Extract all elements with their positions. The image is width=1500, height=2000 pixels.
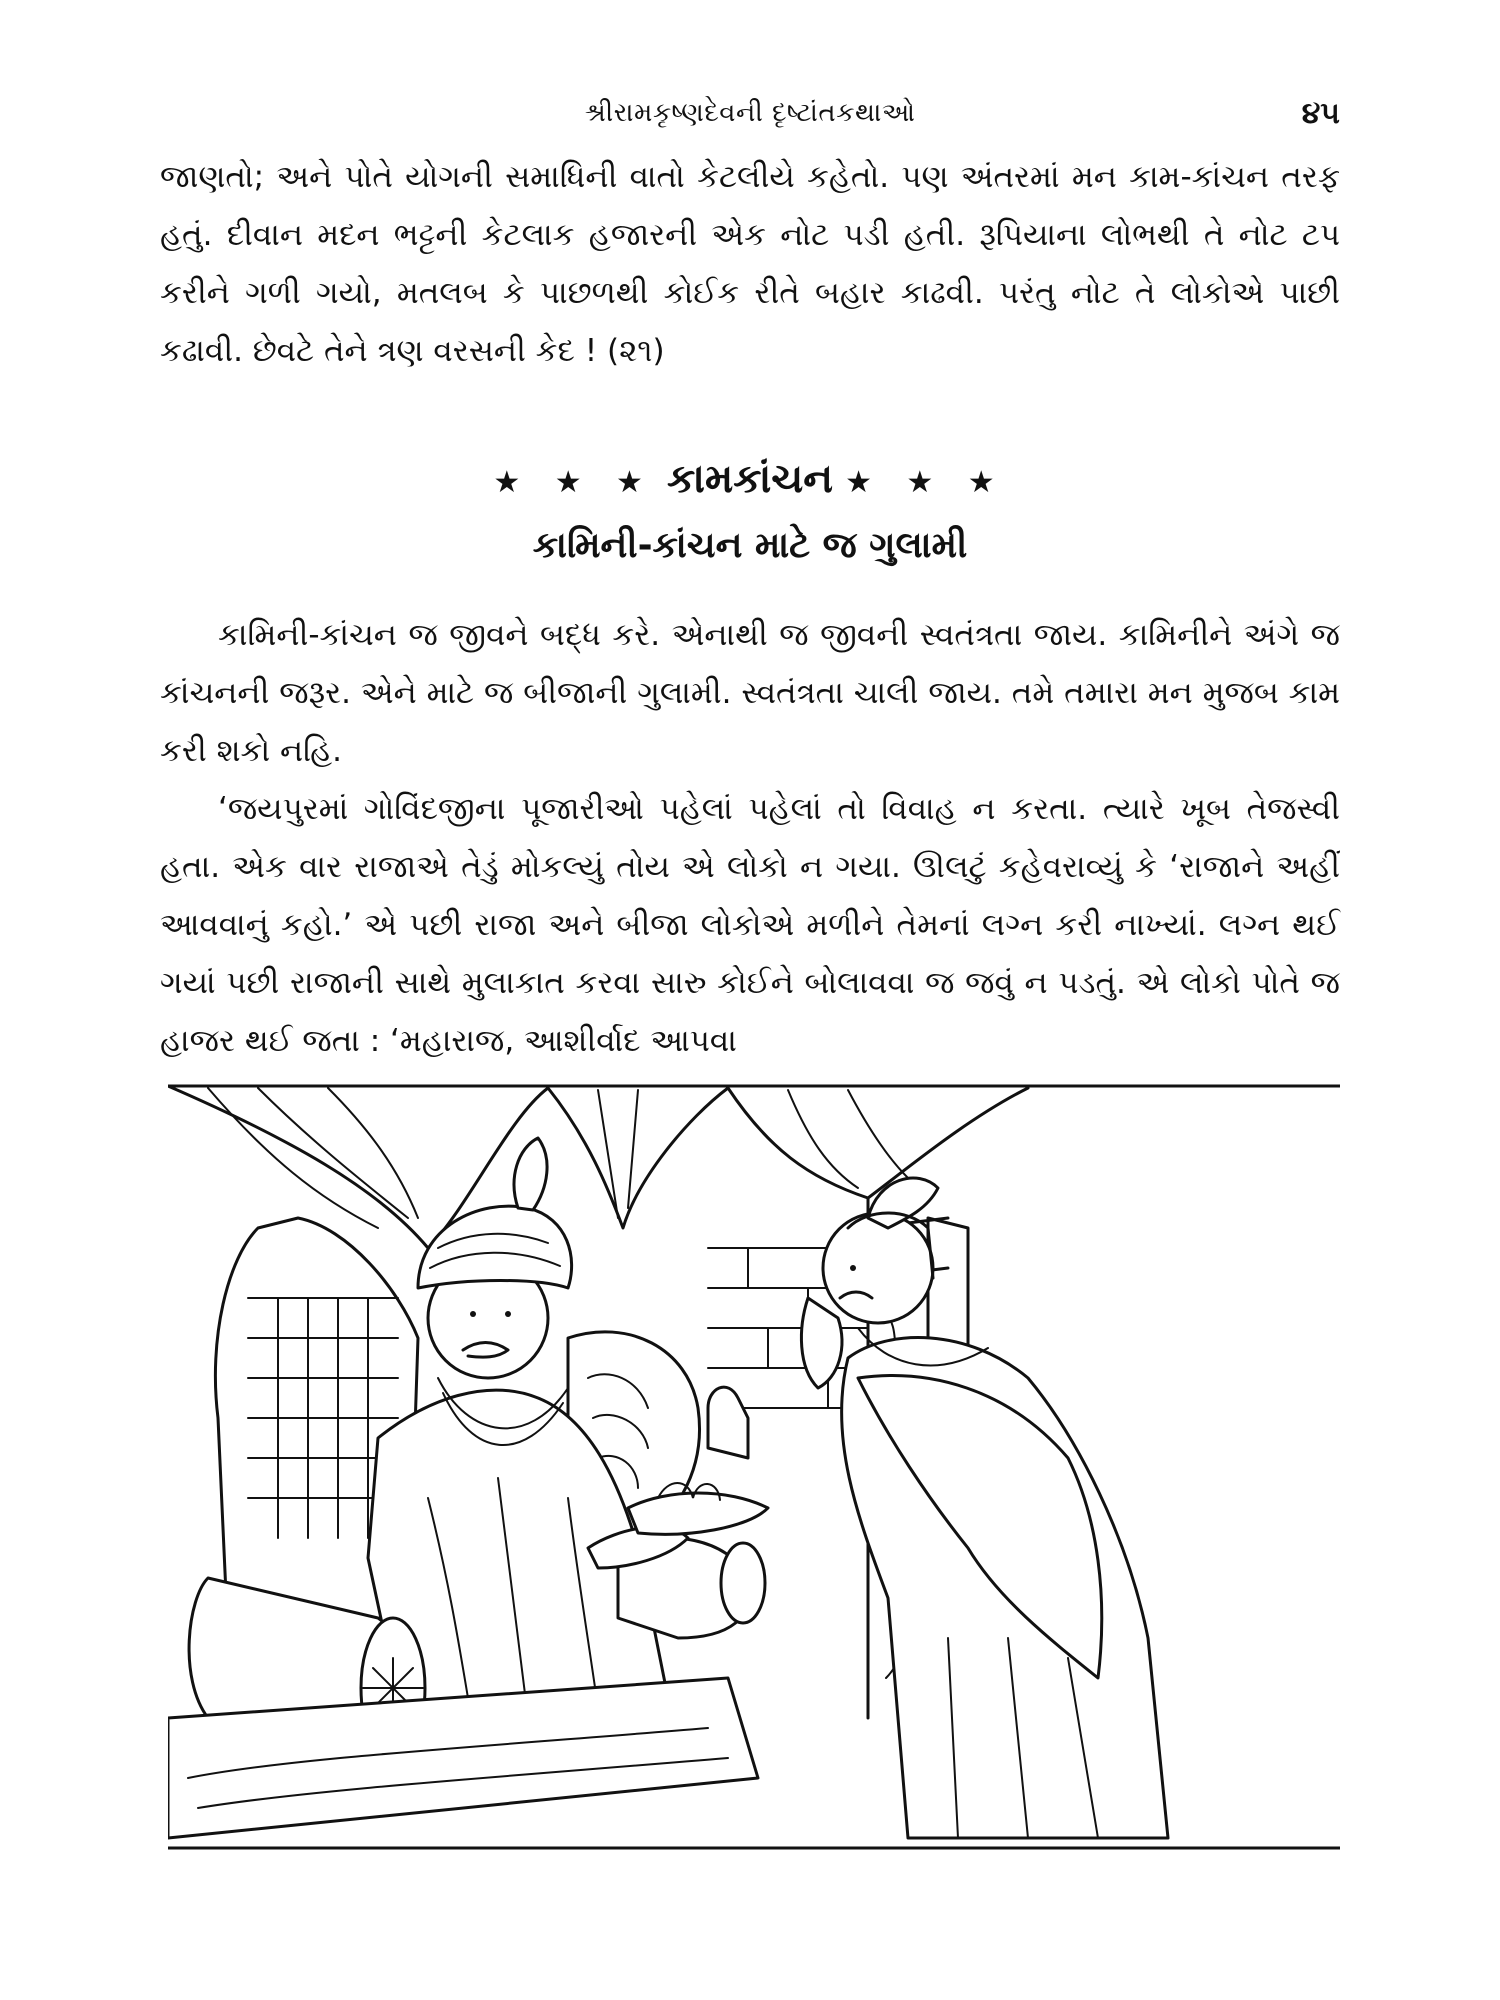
throne-finial: [708, 1387, 748, 1458]
section-title: કામકાંચન: [666, 456, 834, 502]
arm-cushion-end: [721, 1543, 765, 1623]
priest-head: [823, 1213, 933, 1323]
page-number: ૪૫: [1301, 96, 1340, 131]
line-art-illustration: [168, 1078, 1340, 1858]
running-title: શ્રીરામકૃષ્ણદેવની દૃષ્ટાંતકથાઓ: [584, 98, 916, 128]
illustration-king-and-priest: [168, 1078, 1340, 1858]
body-paragraph: કામિની-કાંચન જ જીવને બદ્ધ કરે. એનાથી જ જીવની સ્વતંત્રતા જાય. કામિનીને અંગે જ કાંચનની જરૂર. એને માટે જ બીજાની ગુલામી. સ્વતંત્રતા ચાલી જાય. તમે તમારા મન મુજબ કામ કરી શકો નહિ.: [160, 617, 1340, 769]
king-eye: [470, 1311, 476, 1317]
section-heading: [0, 456, 1500, 502]
priest-eye: [850, 1265, 856, 1271]
priest-hand-offering: [628, 1493, 768, 1534]
priest-hand-greeting: [801, 1298, 841, 1388]
star-ornament-right: ★ ★ ★: [845, 465, 1007, 500]
star-ornament-left: ★ ★ ★: [493, 465, 655, 500]
running-header: [0, 98, 1500, 138]
continued-paragraph: જાણતો; અને પોતે યોગની સમાધિની વાતો કેટલીયે કહેતો. પણ અંતરમાં મન કામ-કાંચન તરફ હતું. દીવાન મદન ભટ્ટની કેટલાક હજારની એક નોટ પડી હતી. રૂપિયાના લોભથી તે નોટ ટપ કરીને ગળી ગયો, મતલબ કે પાછળથી કોઈક રીતે બહાર કાઢવી. પરંતુ નોટ તે લોકોએ પાછી કઢાવી. છેવટે તેને ત્રણ વરસની કેદ ! (૨૧): [160, 159, 1340, 369]
body-paragraph: ‘જયપુરમાં ગોવિંદજીના પૂજારીઓ પહેલાં પહેલાં તો વિવાહ ન કરતા. ત્યારે ખૂબ તેજસ્વી હતા. એક વાર રાજાએ તેડું મોકલ્યું તોય એ લોકો ન ગયા. ઊલટું કહેવરાવ્યું કે ‘રાજાને અહીં આવવાનું કહો.’ એ પછી રાજા અને બીજા લોકોએ મળીને તેમનાં લગ્ન કરી નાખ્યાં. લગ્ન થઈ ગયાં પછી રાજાની સાથે મુલાકાત કરવા સારુ કોઈને બોલાવવા જ જવું ન પડતું. એ લોકો પોતે જ હાજર થઈ જતા : ‘મહારાજ, આશીર્વાદ આપવા: [160, 791, 1340, 1059]
section-subheading: કામિની-કાંચન માટે જ ગુલામી: [532, 525, 968, 566]
king-eye: [505, 1311, 511, 1317]
turban-plume: [514, 1138, 547, 1210]
